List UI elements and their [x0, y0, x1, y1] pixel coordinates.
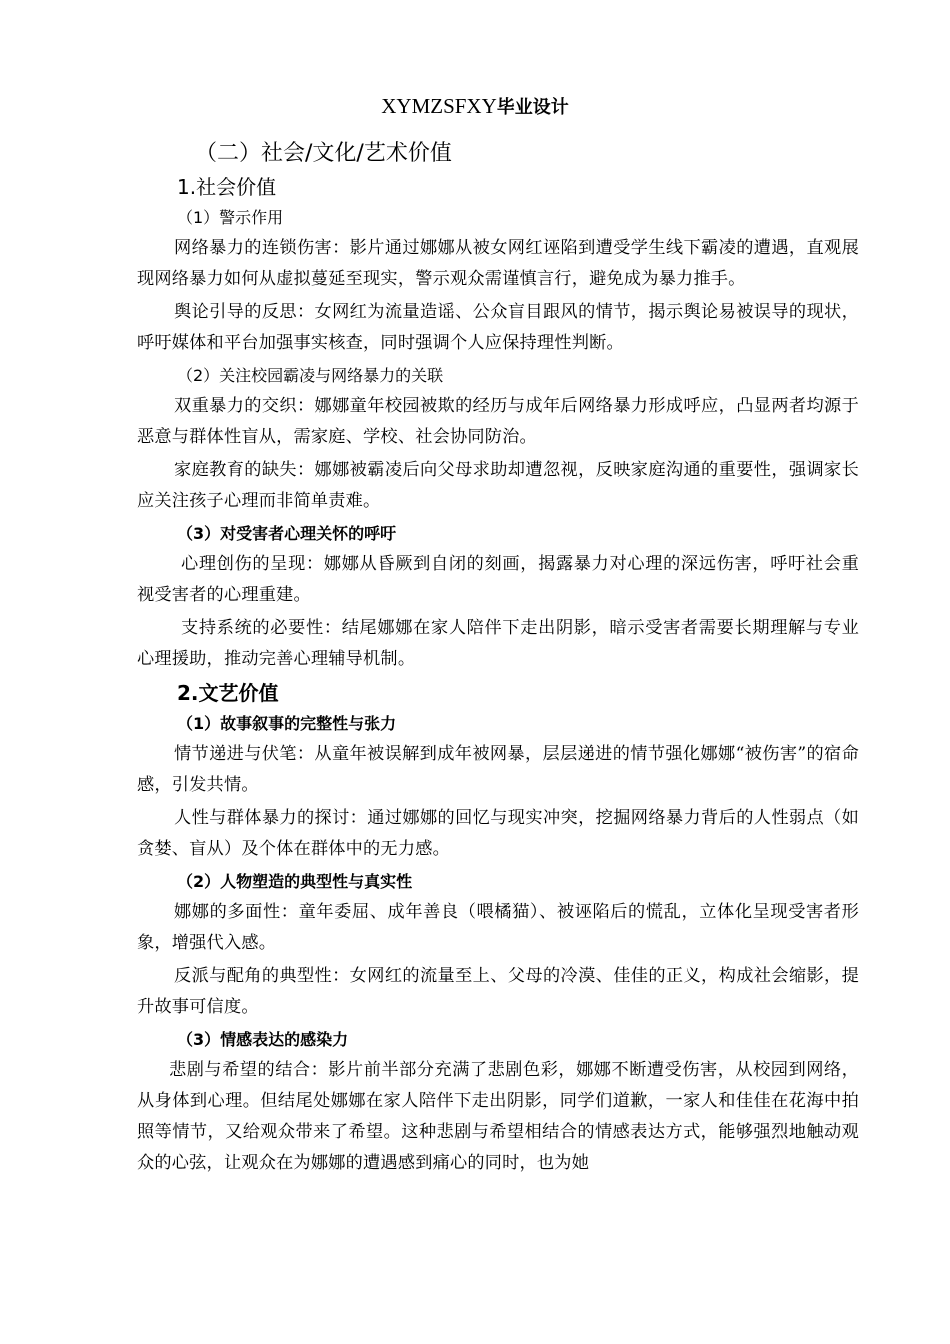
heading-victim-care: （3）对受害者心理关怀的呼吁	[177, 524, 397, 543]
subsection-title-art: 2.文艺价值	[177, 681, 279, 705]
paragraph: 悲剧与希望的结合：影片前半部分充满了悲剧色彩，娜娜不断遭受伤害，从校园到网络，从身体到心理。但结尾处娜娜在家人陪伴下走出阴影，同学们道歉，一家人和佳佳在花海中拍照等情节，又给观众带来了希望。这种悲剧与希望相结合的情感表达方式，能够强烈地触动观众的心弦，让观众在为娜娜的遭遇感到痛心的同时，也为她	[137, 1060, 859, 1173]
heading-warning-role: （1）警示作用	[177, 208, 284, 227]
document-body	[137, 137, 859, 1181]
section-title: （二）社会/文化/艺术价值	[195, 141, 452, 166]
paragraph: 家庭教育的缺失：娜娜被霸凌后向父母求助却遭忽视，反映家庭沟通的重要性，强调家长应关注孩子心理而非简单责难。	[137, 460, 859, 511]
paragraph: 反派与配角的典型性：女网红的流量至上、父母的冷漠、佳佳的正义，构成社会缩影，提升故事可信度。	[137, 966, 859, 1017]
header-rule	[137, 123, 857, 124]
paragraph: 心理创伤的呈现：娜娜从昏厥到自闭的刻画，揭露暴力对心理的深远伤害，呼吁社会重视受害者的心理重建。	[137, 554, 859, 605]
paragraph: 娜娜的多面性：童年委屈、成年善良（喂橘猫）、被诬陷后的慌乱，立体化呈现受害者形象，增强代入感。	[137, 902, 859, 953]
subsection-title-social: 1.社会价值	[177, 175, 277, 199]
paragraph: 网络暴力的连锁伤害：影片通过娜娜从被女网红诬陷到遭受学生线下霸凌的遭遇，直观展现网络暴力如何从虚拟蔓延至现实，警示观众需谨慎言行，避免成为暴力推手。	[137, 238, 859, 289]
heading-bullying-link: （2）关注校园霸凌与网络暴力的关联	[177, 366, 444, 385]
paragraph: 人性与群体暴力的探讨：通过娜娜的回忆与现实冲突，挖掘网络暴力背后的人性弱点（如贪婪、盲从）及个体在群体中的无力感。	[137, 808, 859, 859]
heading-narrative: （1）故事叙事的完整性与张力	[177, 714, 397, 733]
page-header	[0, 92, 950, 122]
heading-characters: （2）人物塑造的典型性与真实性	[177, 872, 413, 891]
header-label: 毕业设计	[496, 97, 569, 118]
paragraph: 双重暴力的交织：娜娜童年校园被欺的经历与成年后网络暴力形成呼应，凸显两者均源于恶意与群体性盲从，需家庭、学校、社会协同防治。	[137, 396, 859, 447]
paragraph: 支持系统的必要性：结尾娜娜在家人陪伴下走出阴影，暗示受害者需要长期理解与专业心理援助，推动完善心理辅导机制。	[137, 618, 859, 669]
heading-emotion: （3）情感表达的感染力	[177, 1030, 349, 1049]
header-school-code: XYMZSFXY	[381, 94, 497, 118]
paragraph: 情节递进与伏笔：从童年被误解到成年被网暴，层层递进的情节强化娜娜“被伤害”的宿命感，引发共情。	[137, 744, 859, 795]
paragraph: 舆论引导的反思：女网红为流量造谣、公众盲目跟风的情节，揭示舆论易被误导的现状，呼吁媒体和平台加强事实核查，同时强调个人应保持理性判断。	[137, 302, 859, 353]
